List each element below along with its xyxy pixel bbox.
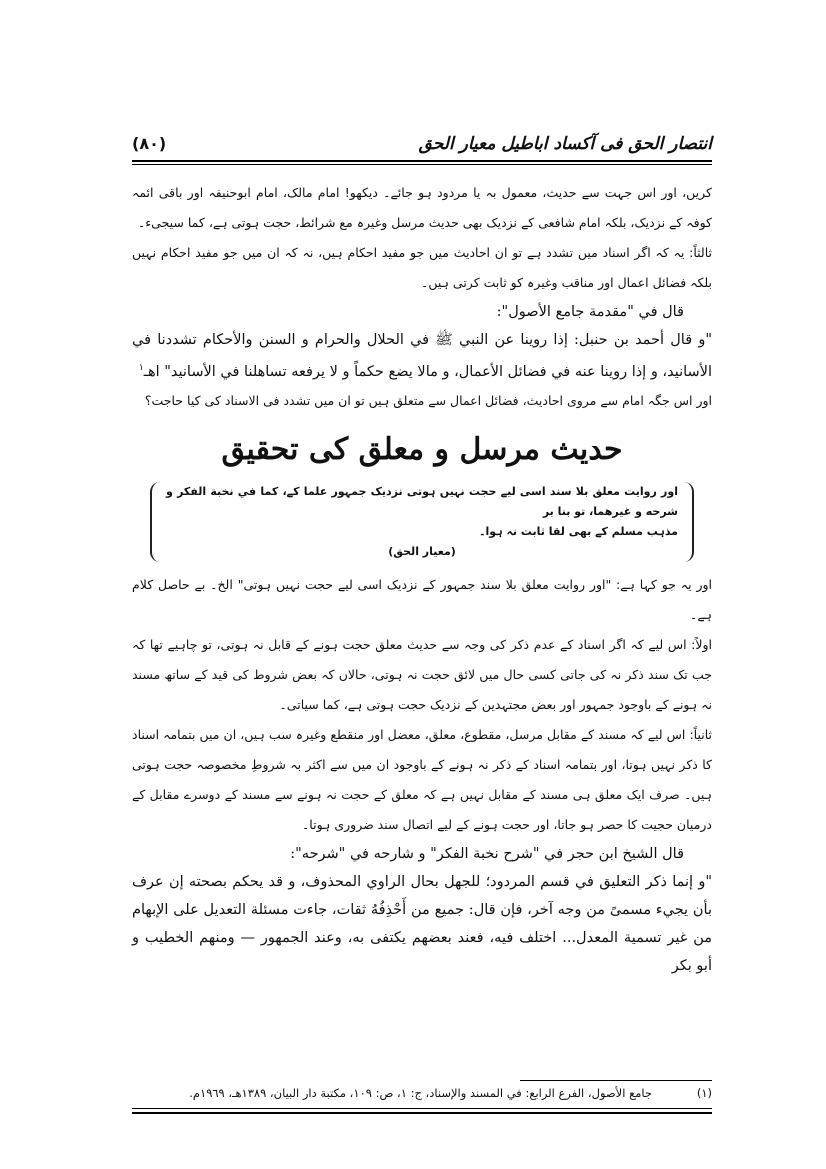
header-rule-top (132, 160, 712, 162)
footnote-number: (١) (696, 1086, 712, 1100)
paragraph-2: ثالثاً: یہ کہ اگر اسناد میں تشدد ہے تو ان احادیث میں جو مفید احکام ہیں، نہ کہ ان میں جو مفید احکام نہیں بلکہ فضائل اعمال اور مناقب وغیرہ کو ثابت کرتی ہیں۔ (132, 245, 712, 290)
paragraph-5: اولاً: اس لیے کہ اگر اسناد کے عدم ذکر کی وجہ سے حدیث معلق حجت ہونے کے قابل نہ ہوتی، تو چاہیے تھا کہ جب تک سند ذکر نہ کی جاتی کسی حال میں لائق حجت نہ ہوتی، حالاں کہ بعض شروط کی قید کے ساتھ مسند نہ ہونے کے باوجود جمہور اور بعض مجتہدین کے نزدیک حجت ہوتی ہے، کما سیاتی۔ (132, 636, 712, 712)
arabic-quote-ahmad-text: "و قال أحمد بن حنبل: إذا روينا عن النبي ﷺ في الحلال والحرام و السنن والأحكام تشددنا في الأسانيد، و إذا روينا عنه في فضائل الأعمال، و مالا يضع حكماً و لا يرفعه تساهلنا في الأسانيد" اهـ (132, 332, 712, 380)
arabic-quote-tali'q: "و إنما ذكر التعليق في قسم المردود؛ للجهل بحال الراوي المحذوف، و قد يحكم بصحته إن عرف بأن يجيء مسمىً من وجه آخر، فإن قال: جميع من أَحْذِفُهُ ثقات، جاءت مسئلة التعديل على الإبهام من غير تسمية المعدل... اختلف فيه، فعند بعضهم يكتفى به، وعند الجمهور — ومنهم الخطيب و أبو بكر (132, 873, 712, 974)
section-heading: حدیث مرسل و معلق کی تحقیق (221, 431, 623, 467)
quote-line-1: اور روایت معلق بلا سند اسی لیے حجت نہیں ہوتی نزدیک جمہور علما کے، کما في نخبة الفكر و شرحه و غيرهما، تو بنا بر (166, 484, 678, 518)
paragraph-6: ثانیاً: اس لیے کہ مسند کے مقابل مرسل، مقطوع، معلق، معضل اور منقطع وغیرہ سب ہیں، ان میں بتمامہ اسناد کا ذکر نہیں ہوتا، اور بتمامہ اسناد کے ذکر نہ ہونے کے باوجود ان میں سے اکثر بہ شروطِ مخصوصہ حجت ہوتی ہیں۔ صرف ایک معلق ہی مسند کے مقابل نہیں ہے کہ معلق کے حجت نہ ہونے سے مسند کے دوسرے مقابل کے درمیان حجیت کا حصر ہو جاتا، اور حجت ہونے کے لیے اتصال سند ضروری ہوتا۔ (132, 726, 712, 832)
header-rule-bottom (132, 164, 712, 165)
footnote-rule (520, 1080, 712, 1081)
quote-line-2: مذہب مسلم کے بھی لقا ثابت نہ ہوا۔ (479, 524, 678, 538)
arabic-citation-ibn-hajar: قال الشيخ ابن حجر في "شرح نخبة الفكر" و شارحه في "شرحه": (290, 845, 684, 862)
footer-rule-bottom (132, 1112, 712, 1114)
header-title: انتصار الحق فی آکساد اباطیل معیار الحق (418, 134, 712, 154)
paragraph-3: اور اس جگہ امام سے مروی احادیث، فضائل اعمال سے متعلق ہیں تو ان میں تشدد فی الاسناد کی کیا حاجت؟ (144, 392, 712, 408)
arabic-citation-intro: قال في "مقدمة جامع الأصول": (496, 304, 684, 320)
running-header (132, 120, 712, 160)
paragraph-1: کریں، اور اس جہت سے حدیث، معمول بہ یا مردود ہو جائے۔ دیکھو! امام مالک، امام ابوحنیفہ اور باقی ائمہ کوفہ کے نزدیک، بلکہ امام شافعی کے نزدیک بھی حدیث مرسل وغیرہ مع شرائط، حجت ہوتی ہے، کما سیجیء۔ (132, 185, 712, 230)
page-number: (۸۰) (132, 134, 167, 153)
quote-source: (معیار الحق) (388, 544, 456, 558)
footnote-marker: ١ (138, 363, 144, 373)
quote-box (150, 482, 694, 562)
arabic-quote-ahmad (132, 326, 712, 386)
footer-rule-top (132, 1108, 712, 1109)
page-body (132, 178, 712, 980)
footnote-text: جامع الأصول، الفرع الرابع: في المسند والإسناد، ج: ١، ص: ١٠٩، مكتبة دار البيان، ١٣٨٩هـ، ١٩٦٩م. (189, 1086, 652, 1100)
paragraph-4: اور یہ جو کہا ہے: "اور روایت معلق بلا سند جمہور کے نزدیک اسی لیے حجت نہیں ہوتی" الخ۔ بے حاصل کلام ہے۔ (132, 576, 712, 622)
